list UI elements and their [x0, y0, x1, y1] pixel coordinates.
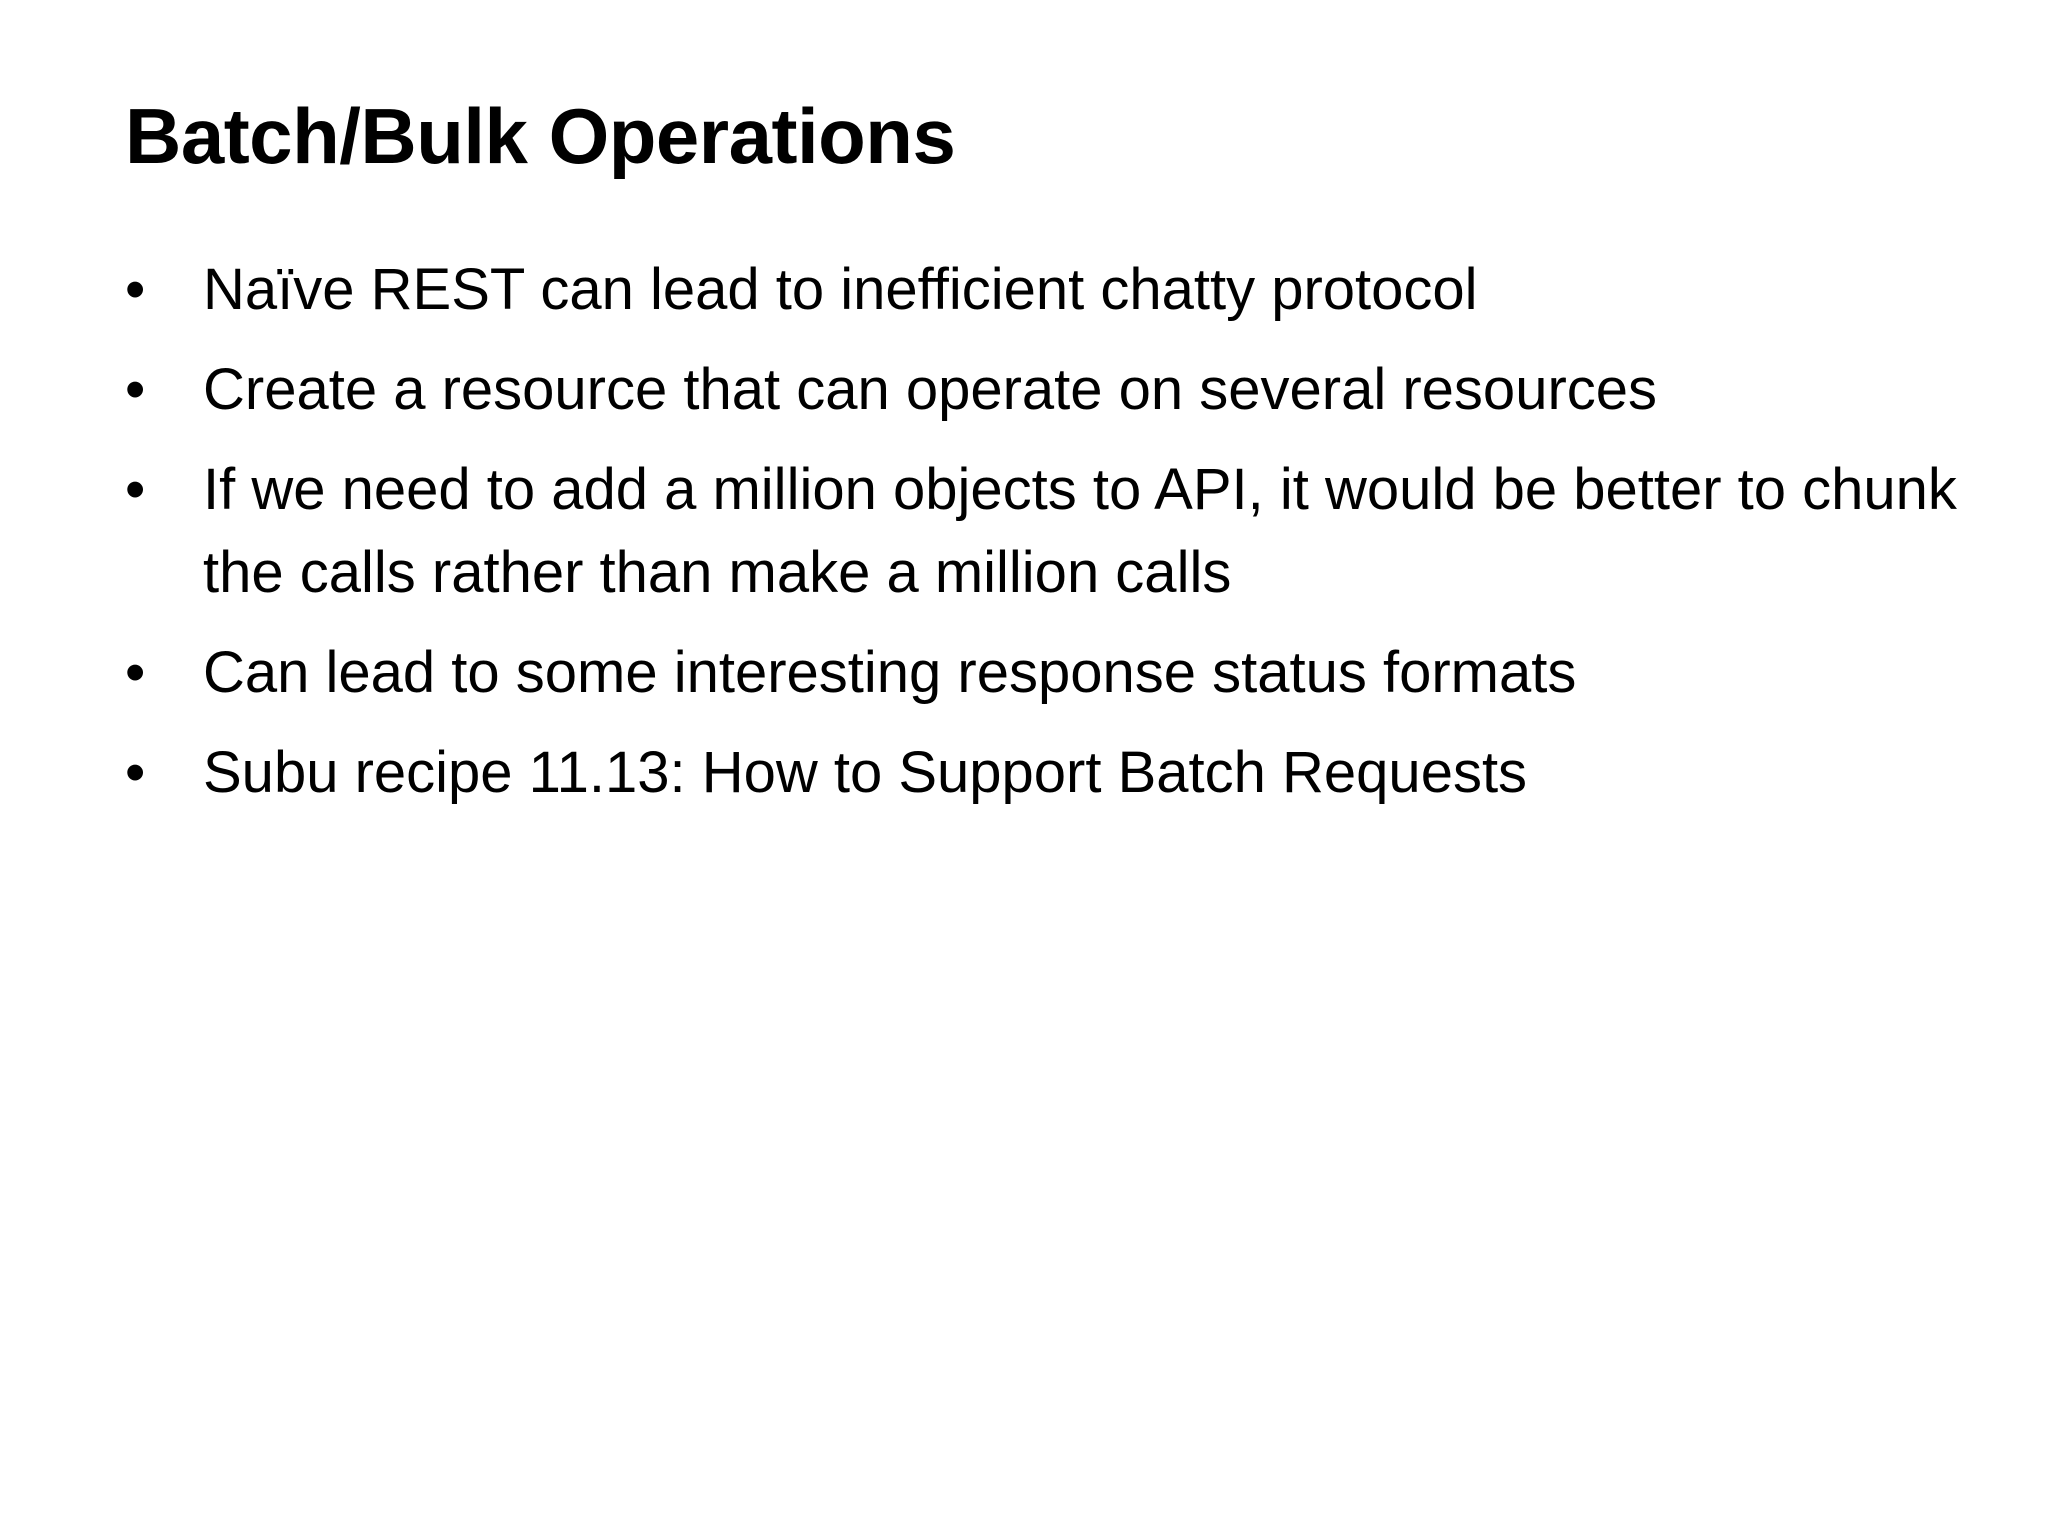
bullet-item [125, 448, 1985, 614]
bullet-item [125, 348, 1985, 431]
bullet-text: Create a resource that can operate on several resources [203, 357, 1658, 422]
bullet-item [125, 631, 1985, 714]
bullet-list [125, 248, 1985, 831]
bullet-text: Naïve REST can lead to inefficient chatty protocol [203, 257, 1478, 322]
bullet-icon: • [125, 457, 146, 522]
bullet-text: If we need to add a million objects to API, it would be better to chunk the calls rather than make a million calls [203, 457, 1957, 605]
bullet-text: Can lead to some interesting response status formats [203, 640, 1577, 705]
bullet-text: Subu recipe 11.13: How to Support Batch Requests [203, 740, 1528, 805]
slide-title: Batch/Bulk Operations [125, 92, 956, 180]
bullet-icon: • [125, 357, 146, 422]
bullet-item [125, 248, 1985, 331]
bullet-icon: • [125, 257, 146, 322]
bullet-icon: • [125, 740, 146, 805]
bullet-icon: • [125, 640, 146, 705]
bullet-item [125, 731, 1985, 814]
